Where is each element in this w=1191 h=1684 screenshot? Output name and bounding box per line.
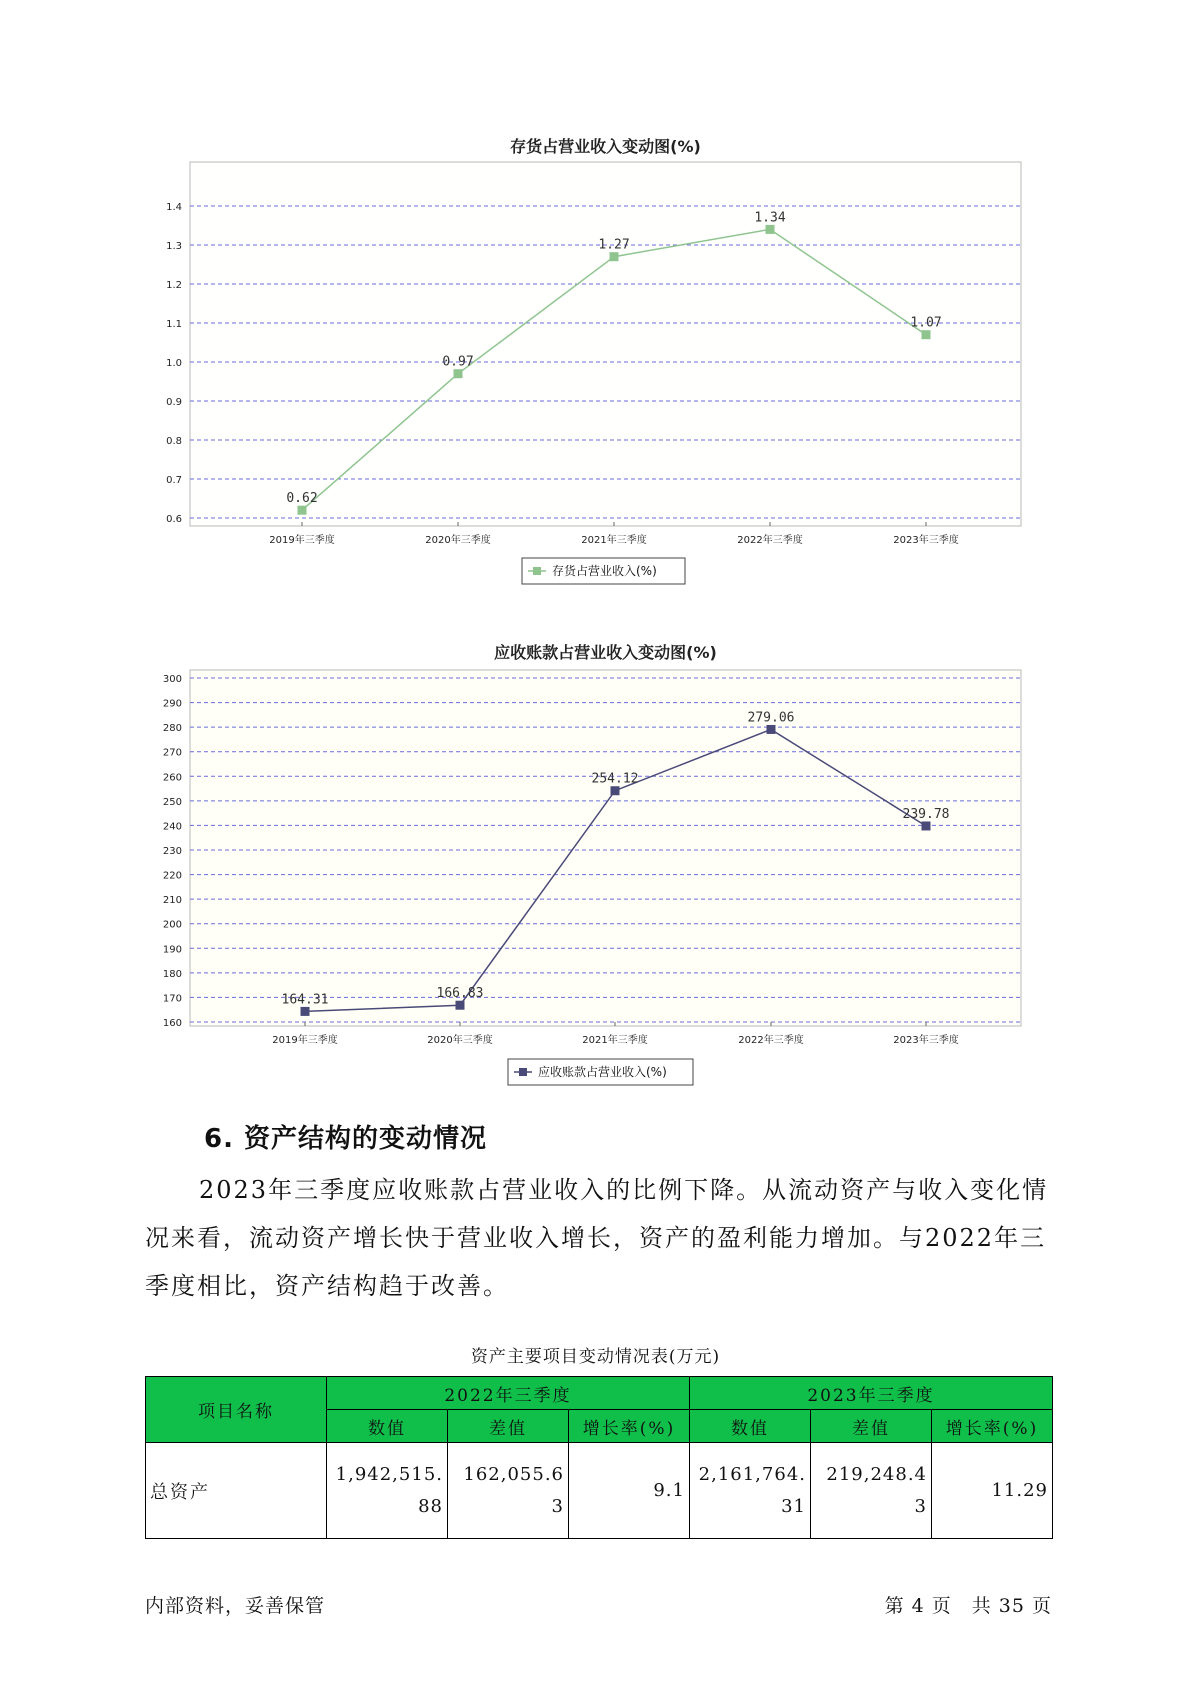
data-point — [301, 1007, 310, 1016]
data-point — [767, 725, 776, 734]
x-tick-label: 2019年三季度 — [269, 535, 335, 546]
chart-title: 存货占营业收入变动图(%) — [510, 137, 701, 156]
y-tick-label: 210 — [162, 895, 182, 907]
x-tick-label: 2020年三季度 — [425, 535, 491, 546]
y-tick-label: 1.3 — [166, 241, 182, 252]
y-tick-label: 1.0 — [166, 358, 182, 369]
y-tick-label: 280 — [162, 723, 182, 735]
data-label: 0.62 — [286, 491, 318, 507]
table-cell: 1,942,515.88 — [327, 1443, 448, 1539]
table-cell: 11.29 — [932, 1443, 1053, 1539]
table-cell: 2,161,764.31 — [690, 1443, 811, 1539]
y-tick-label: 230 — [162, 846, 182, 857]
section-paragraph: 2023年三季度应收账款占营业收入的比例下降。从流动资产与收入变化情况来看，流动资产增长快于营业收入增长，资产的盈利能力增加。与2022年三季度相比，资产结构趋于改善。 — [145, 1176, 1049, 1300]
y-tick-label: 220 — [162, 870, 182, 882]
data-label: 239.78 — [902, 806, 950, 822]
table-row — [146, 1443, 1053, 1539]
data-point — [456, 1001, 465, 1010]
y-tick-label: 260 — [162, 772, 182, 784]
table-cell: 219,248.43 — [811, 1443, 932, 1539]
x-tick-label: 2022年三季度 — [737, 535, 803, 546]
table-cell: 9.1 — [569, 1443, 690, 1539]
data-point — [922, 821, 931, 830]
table-subheader: 增长率(%) — [932, 1410, 1053, 1443]
data-label: 254.12 — [591, 771, 639, 787]
y-tick-label: 0.8 — [166, 436, 182, 447]
table-subheader: 数值 — [327, 1410, 448, 1443]
x-tick-label: 2020年三季度 — [427, 1035, 493, 1046]
data-label: 279.06 — [747, 710, 795, 726]
y-tick-label: 170 — [162, 993, 182, 1005]
data-label: 0.97 — [442, 354, 474, 370]
x-tick-label: 2021年三季度 — [581, 535, 647, 546]
table-header-item-name: 项目名称 — [146, 1377, 327, 1443]
asset-change-table — [145, 1376, 1053, 1539]
table-header-period2: 2023年三季度 — [690, 1377, 1053, 1410]
table-subheader: 差值 — [448, 1410, 569, 1443]
y-tick-label: 160 — [162, 1018, 182, 1029]
y-tick-label: 0.6 — [166, 514, 182, 525]
table-subheader: 数值 — [690, 1410, 811, 1443]
data-point — [611, 786, 620, 795]
table-cell: 162,055.63 — [448, 1443, 569, 1539]
y-tick-label: 240 — [162, 821, 182, 833]
chart-title: 应收账款占营业收入变动图(%) — [494, 643, 717, 662]
legend-label: 应收账款占营业收入(%) — [538, 1065, 667, 1079]
data-label: 1.27 — [598, 237, 630, 253]
data-label: 1.34 — [754, 210, 786, 226]
y-tick-label: 0.9 — [166, 397, 182, 408]
legend-label: 存货占营业收入(%) — [552, 564, 657, 578]
x-tick-label: 2023年三季度 — [893, 535, 959, 546]
x-tick-label: 2021年三季度 — [582, 1035, 648, 1046]
x-tick-label: 2023年三季度 — [893, 1035, 959, 1046]
table-cell-name: 总资产 — [146, 1443, 327, 1539]
y-tick-label: 1.1 — [166, 319, 182, 330]
y-tick-label: 0.7 — [166, 475, 182, 486]
y-tick-label: 250 — [162, 796, 182, 808]
data-label: 164.31 — [281, 992, 329, 1008]
y-tick-label: 200 — [162, 919, 182, 931]
legend-marker — [519, 1068, 527, 1076]
table-header-period1: 2022年三季度 — [327, 1377, 690, 1410]
x-tick-label: 2022年三季度 — [738, 1035, 804, 1046]
y-tick-label: 190 — [162, 944, 182, 956]
x-tick-label: 2019年三季度 — [272, 1035, 338, 1046]
y-tick-label: 300 — [162, 674, 182, 685]
y-tick-label: 290 — [162, 698, 182, 710]
table-subheader: 差值 — [811, 1410, 932, 1443]
y-tick-label: 1.2 — [166, 280, 182, 291]
y-tick-label: 180 — [162, 968, 182, 980]
data-label: 166.83 — [436, 986, 484, 1002]
y-tick-label: 1.4 — [166, 202, 182, 213]
footer-page-number: 第 4 页 共 35 页 — [884, 1595, 1052, 1617]
footer-confidential-note: 内部资料，妥善保管 — [145, 1595, 326, 1617]
section-heading: 6. 资产结构的变动情况 — [204, 1124, 488, 1154]
table-caption: 资产主要项目变动情况表(万元) — [470, 1347, 721, 1367]
y-tick-label: 270 — [162, 747, 182, 759]
data-label: 1.07 — [910, 315, 942, 331]
table-subheader: 增长率(%) — [569, 1410, 690, 1443]
